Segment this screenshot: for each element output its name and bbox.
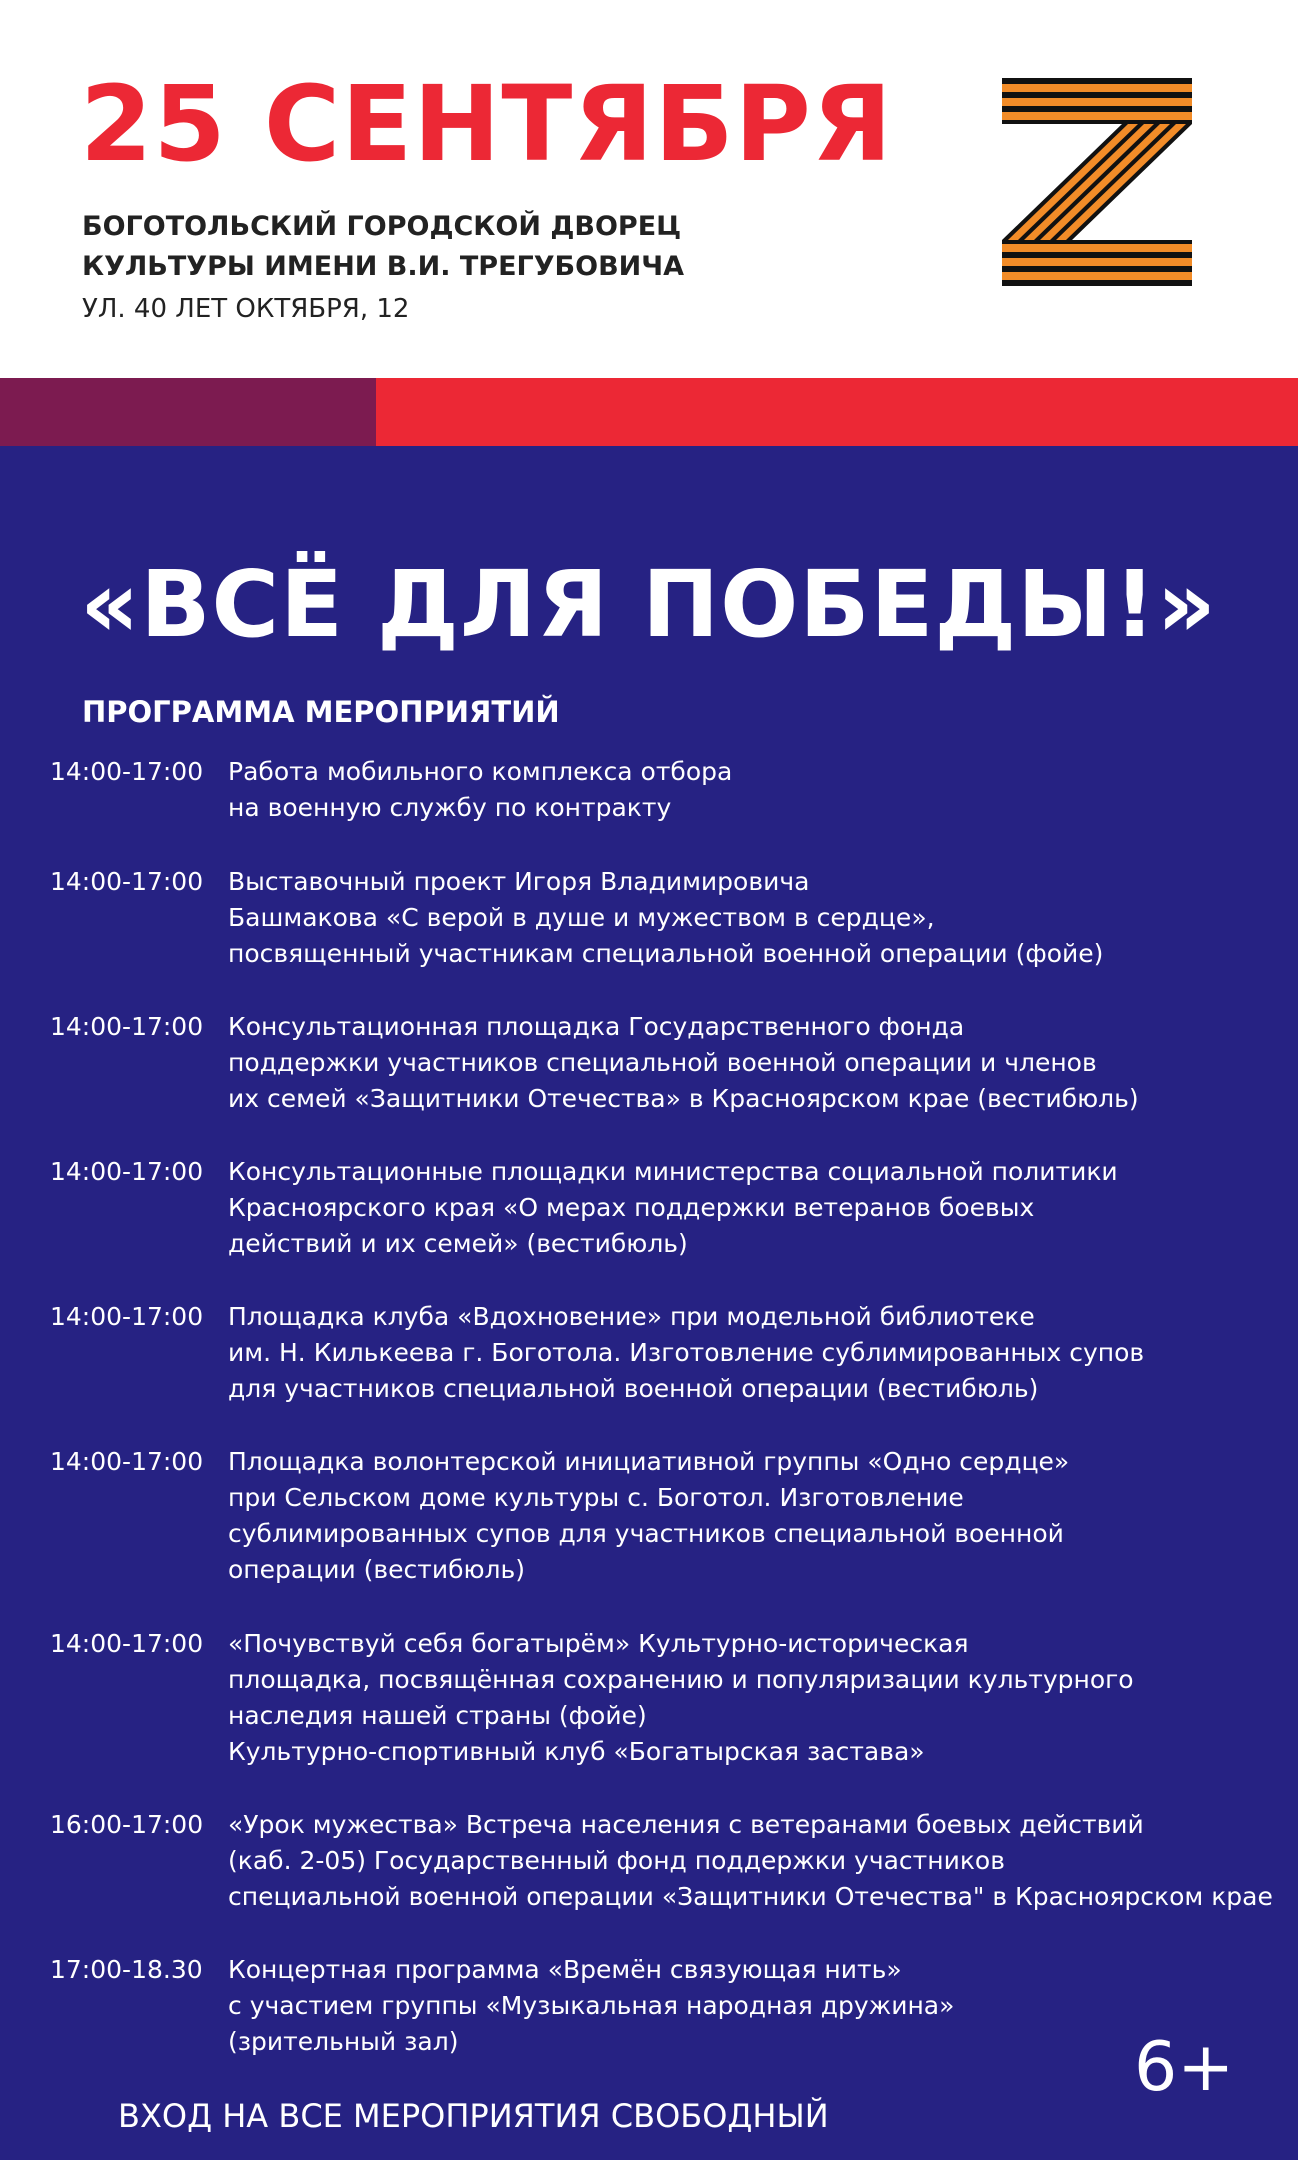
event-description-line: сублимированных супов для участников специальной военной xyxy=(228,1519,1064,1548)
free-entry-note: ВХОД НА ВСЕ МЕРОПРИЯТИЯ СВОБОДНЫЙ xyxy=(118,2097,829,2135)
event-description-line: Работа мобильного комплекса отбора xyxy=(228,757,733,786)
event-time: 14:00-17:00 xyxy=(50,757,204,786)
main-title: «ВСЁ ДЛЯ ПОБЕДЫ!» xyxy=(80,551,1217,658)
event-date: 25 СЕНТЯБРЯ xyxy=(80,63,893,185)
event-description-line: посвященный участникам специальной военной операции (фойе) xyxy=(228,939,1104,968)
event-description-line: Площадка клуба «Вдохновение» при модельной библиотеке xyxy=(228,1302,1035,1331)
event-time: 14:00-17:00 xyxy=(50,1012,204,1041)
event-description-line: площадка, посвящённая сохранению и популяризации культурного xyxy=(228,1665,1134,1694)
event-description-line: Консультационные площадки министерства социальной политики xyxy=(228,1157,1118,1186)
color-band-red xyxy=(376,378,1298,446)
event-description-line: их семей «Защитники Отечества» в Красноярском крае (вестибюль) xyxy=(228,1084,1139,1113)
event-time: 16:00-17:00 xyxy=(50,1810,204,1839)
event-description-line: при Сельском доме культуры с. Боготол. Изготовление xyxy=(228,1483,964,1512)
event-description xyxy=(228,864,1290,972)
event-description-line: поддержки участников специальной военной операции и членов xyxy=(228,1048,1097,1077)
event-description-line: с участием группы «Музыкальная народная дружина» xyxy=(228,1991,955,2020)
event-description-line: наследия нашей страны (фойе) xyxy=(228,1701,647,1730)
event-description-line: Культурно-спортивный клуб «Богатырская застава» xyxy=(228,1737,925,1766)
event-description-line: Концертная программа «Времён связующая нить» xyxy=(228,1955,902,1984)
event-description-line: для участников специальной военной операции (вестибюль) xyxy=(228,1374,1039,1403)
event-description xyxy=(228,1009,1290,1117)
event-description-line: (каб. 2-05) Государственный фонд поддержки участников xyxy=(228,1846,1005,1875)
event-description-line: им. Н. Килькеева г. Боготола. Изготовление сублимированных супов xyxy=(228,1338,1145,1367)
event-time: 14:00-17:00 xyxy=(50,1302,204,1331)
event-description-line: Консультационная площадка Государственного фонда xyxy=(228,1012,965,1041)
event-description-line: «Урок мужества» Встреча населения с ветеранами боевых действий xyxy=(228,1810,1144,1839)
event-time: 14:00-17:00 xyxy=(50,1157,204,1186)
event-time: 14:00-17:00 xyxy=(50,1447,204,1476)
event-description-line: Красноярского края «О мерах поддержки ветеранов боевых xyxy=(228,1193,1035,1222)
event-description-line: действий и их семей» (вестибюль) xyxy=(228,1229,688,1258)
event-description-line: Выставочный проект Игоря Владимировича xyxy=(228,867,810,896)
event-description xyxy=(228,754,1290,826)
event-description-line: специальной военной операции «Защитники Отечества" в Красноярском крае xyxy=(228,1882,1273,1911)
event-description xyxy=(228,1154,1290,1262)
event-description-line: операции (вестибюль) xyxy=(228,1555,526,1584)
venue-address: УЛ. 40 ЛЕТ ОКТЯБРЯ, 12 xyxy=(82,294,410,324)
z-ribbon-icon xyxy=(1002,78,1192,286)
event-description-line: Башмакова «С верой в душе и мужеством в сердце», xyxy=(228,903,935,932)
event-description xyxy=(228,1444,1290,1588)
event-time: 14:00-17:00 xyxy=(50,1629,204,1658)
event-description-line: на военную службу по контракту xyxy=(228,793,672,822)
event-description-line: (зрительный зал) xyxy=(228,2027,459,2056)
venue-name-line-2: КУЛЬТУРЫ ИМЕНИ В.И. ТРЕГУБОВИЧА xyxy=(82,251,684,282)
header xyxy=(0,0,1298,378)
age-rating-badge: 6+ xyxy=(1134,2028,1235,2107)
event-description-line: «Почувствуй себя богатырём» Культурно-историческая xyxy=(228,1629,969,1658)
color-band-maroon xyxy=(0,378,376,446)
event-description xyxy=(228,1952,1290,2060)
event-description xyxy=(228,1299,1290,1407)
venue-name-line-1: БОГОТОЛЬСКИЙ ГОРОДСКОЙ ДВОРЕЦ xyxy=(82,211,682,242)
event-description-line: Площадка волонтерской инициативной группы «Одно сердце» xyxy=(228,1447,1070,1476)
event-time: 17:00-18.30 xyxy=(50,1955,203,1984)
event-description xyxy=(228,1807,1290,1915)
program-label: ПРОГРАММА МЕРОПРИЯТИЙ xyxy=(82,695,560,729)
event-time: 14:00-17:00 xyxy=(50,867,204,896)
event-description xyxy=(228,1626,1290,1770)
